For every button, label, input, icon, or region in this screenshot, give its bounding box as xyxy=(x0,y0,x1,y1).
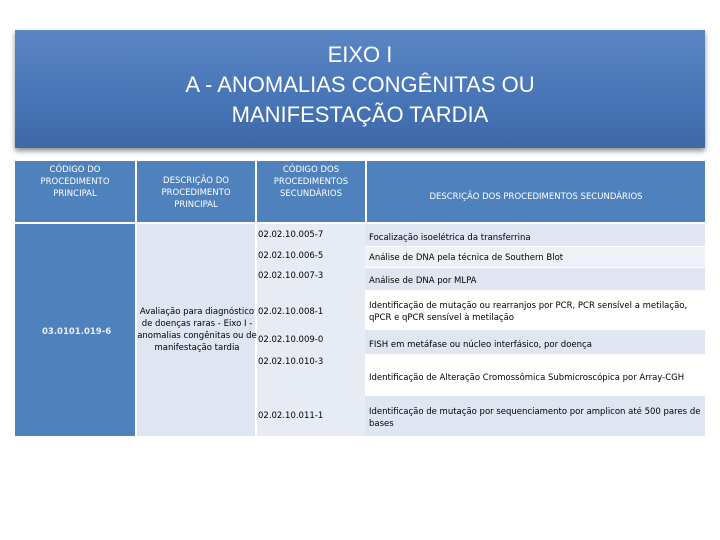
title-line-1: EIXO I xyxy=(327,42,393,67)
secondary-desc-2: Análise de DNA pela técnica de Southern Blot xyxy=(369,253,564,263)
secondary-code-2: 02.02.10.006-5 xyxy=(258,251,324,261)
secondary-code-3: 02.02.10.007-3 xyxy=(258,271,324,281)
secondary-desc-7: Identificação de mutação por sequenciamento por amplicon até 500 pares de bases xyxy=(369,407,701,429)
main-procedure-description: Avaliação para diagnóstico de doenças raras - Eixo I - anomalias congênitas ou de manifestação tardia xyxy=(137,307,257,353)
secondary-code-6: 02.02.10.010-3 xyxy=(258,357,324,367)
header-main-code-label: CÓDIGO DO PROCEDIMENTO PRINCIPAL xyxy=(40,165,110,199)
main-procedure-code: 03.0101.019-6 xyxy=(42,327,112,337)
secondary-code-5: 02.02.10.009-0 xyxy=(258,335,324,345)
secondary-desc-4: Identificação de mutação ou rearranjos por PCR, PCR sensível a metilação, qPCR e qPCR sensível à metilação xyxy=(369,301,688,323)
title-line-3: MANIFESTAÇÃO TARDIA xyxy=(231,102,489,127)
header-secondary-desc-label: DESCRIÇÃO DOS PROCEDIMENTOS SECUNDÁRIOS xyxy=(429,192,643,202)
header-secondary-code-label: CÓDIGO DOS PROCEDIMENTOS SECUNDÁRIOS xyxy=(273,165,349,199)
secondary-code-1: 02.02.10.005-7 xyxy=(258,230,324,240)
title-banner xyxy=(15,30,705,148)
header-secondary-code xyxy=(257,161,365,222)
header-main-desc xyxy=(137,161,255,222)
secondary-desc-1: Focalização isoelétrica da transferrina xyxy=(369,233,531,243)
title-line-2: A - ANOMALIAS CONGÊNITAS OU xyxy=(185,72,535,97)
secondary-desc-5: FISH em metáfase ou núcleo interfásico, por doença xyxy=(369,340,592,350)
header-main-code xyxy=(15,161,135,222)
header-secondary-desc xyxy=(367,161,705,222)
secondary-desc-6: Identificação de Alteração Cromossômica Submicroscópica por Array-CGH xyxy=(369,373,685,383)
secondary-code-4: 02.02.10.008-1 xyxy=(258,307,324,317)
secondary-desc-3: Análise de DNA por MLPA xyxy=(369,276,477,286)
header-main-desc-label: DESCRIÇÃO DO PROCEDIMENTO PRINCIPAL xyxy=(161,176,231,210)
secondary-code-7: 02.02.10.011-1 xyxy=(258,411,324,421)
